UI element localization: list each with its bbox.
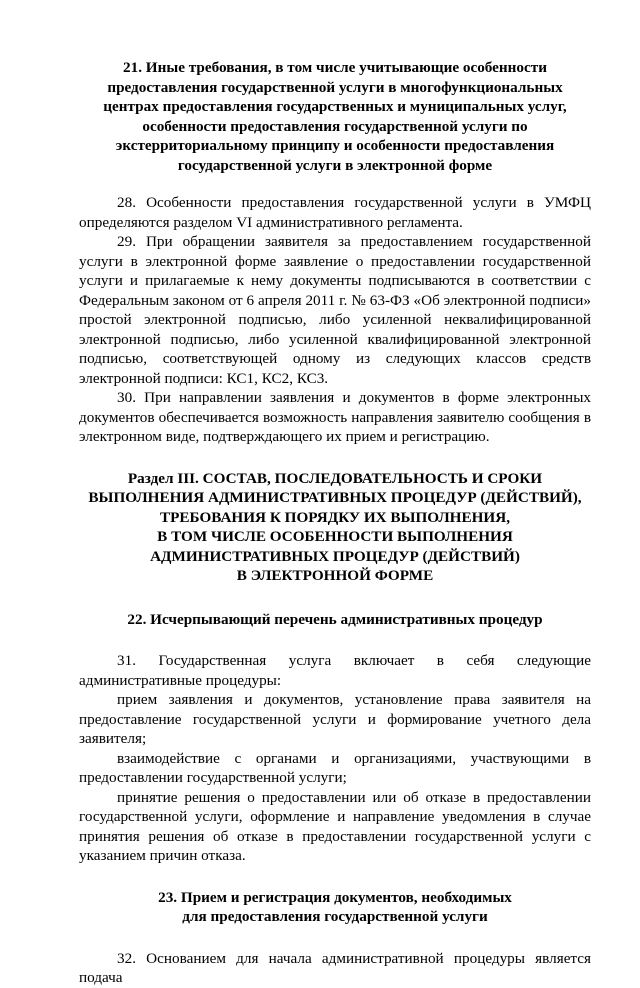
heading-line: для предоставления государственной услуги: [182, 908, 488, 925]
section-title-line: ТРЕБОВАНИЯ К ПОРЯДКУ ИХ ВЫПОЛНЕНИЯ,: [160, 508, 510, 526]
heading-23: [79, 888, 591, 927]
paragraph-29: 29. При обращении заявителя за предоставлением государственной услуги в электронной форме заявление о предоставлении государственной услуги и прилагаемые к нему документы подписываются в соответствии с Федеральным законом от 6 апреля 2011 г. № 63-ФЗ «Об электронной подписи» простой электронной подписью, либо усиленной неквалифицированной электронной подписью, либо усиленной квалифицированной электронной подписью, соответствующей одному из следующих классов средств электронной подписи: КС1, КС2, КС3.: [79, 233, 591, 387]
section-title-line: В ЭЛЕКТРОННОЙ ФОРМЕ: [236, 567, 434, 584]
heading-line: экстерриториальному принципу и особенности предоставления: [115, 137, 555, 154]
document-content: [79, 58, 591, 988]
heading-21: [79, 58, 591, 175]
heading-line: центрах предоставления государственных и муниципальных услуг,: [103, 98, 567, 115]
section-3-title: [79, 469, 591, 586]
section-title-line: АДМИНИСТРАТИВНЫХ ПРОЦЕДУР (ДЕЙСТВИЙ): [150, 547, 520, 565]
procedure-item: взаимодействие с органами и организациями, участвующими в предоставлении государственной услуги;: [79, 749, 591, 786]
heading-line: государственной услуги в электронной форме: [177, 156, 493, 174]
heading-line: особенности предоставления государственной услуги по: [142, 117, 528, 135]
section-title-line: ВЫПОЛНЕНИЯ АДМИНИСТРАТИВНЫХ ПРОЦЕДУР (ДЕЙСТВИЙ),: [88, 489, 582, 506]
paragraph-30: 30. При направлении заявления и документов в форме электронных документов обеспечивается возможность направления заявителю сообщения в электронном виде, подтверждающего их прием и регистрацию.: [79, 389, 591, 445]
heading-line: 21. Иные требования, в том числе учитывающие особенности: [123, 59, 547, 76]
heading-line: 23. Прием и регистрация документов, необходимых: [158, 888, 512, 906]
paragraph-32: 32. Основанием для начала административной процедуры является подача: [79, 949, 591, 986]
procedure-item: прием заявления и документов, установление права заявителя на предоставление государственной услуги и формирование учетного дела заявителя;: [79, 691, 591, 747]
paragraph-28: 28. Особенности предоставления государственной услуги в УМФЦ определяются разделом VI административного регламента.: [79, 194, 591, 231]
section-title-line: В ТОМ ЧИСЛЕ ОСОБЕННОСТИ ВЫПОЛНЕНИЯ: [157, 528, 513, 545]
procedure-item: принятие решения о предоставлении или об отказе в предоставлении государственной услуги, оформление и направление уведомления в случае принятия решения об отказе в предоставлении государственной услуги с указанием причин отказа.: [79, 788, 591, 864]
section-title-line: Раздел III. СОСТАВ, ПОСЛЕДОВАТЕЛЬНОСТЬ И СРОКИ: [127, 469, 543, 487]
heading-22: 22. Исчерпывающий перечень административных процедур: [127, 610, 543, 628]
heading-line: предоставления государственной услуги в многофункциональных: [107, 78, 563, 96]
paragraph-31: 31. Государственная услуга включает в себя следующие административные процедуры:: [79, 652, 591, 689]
